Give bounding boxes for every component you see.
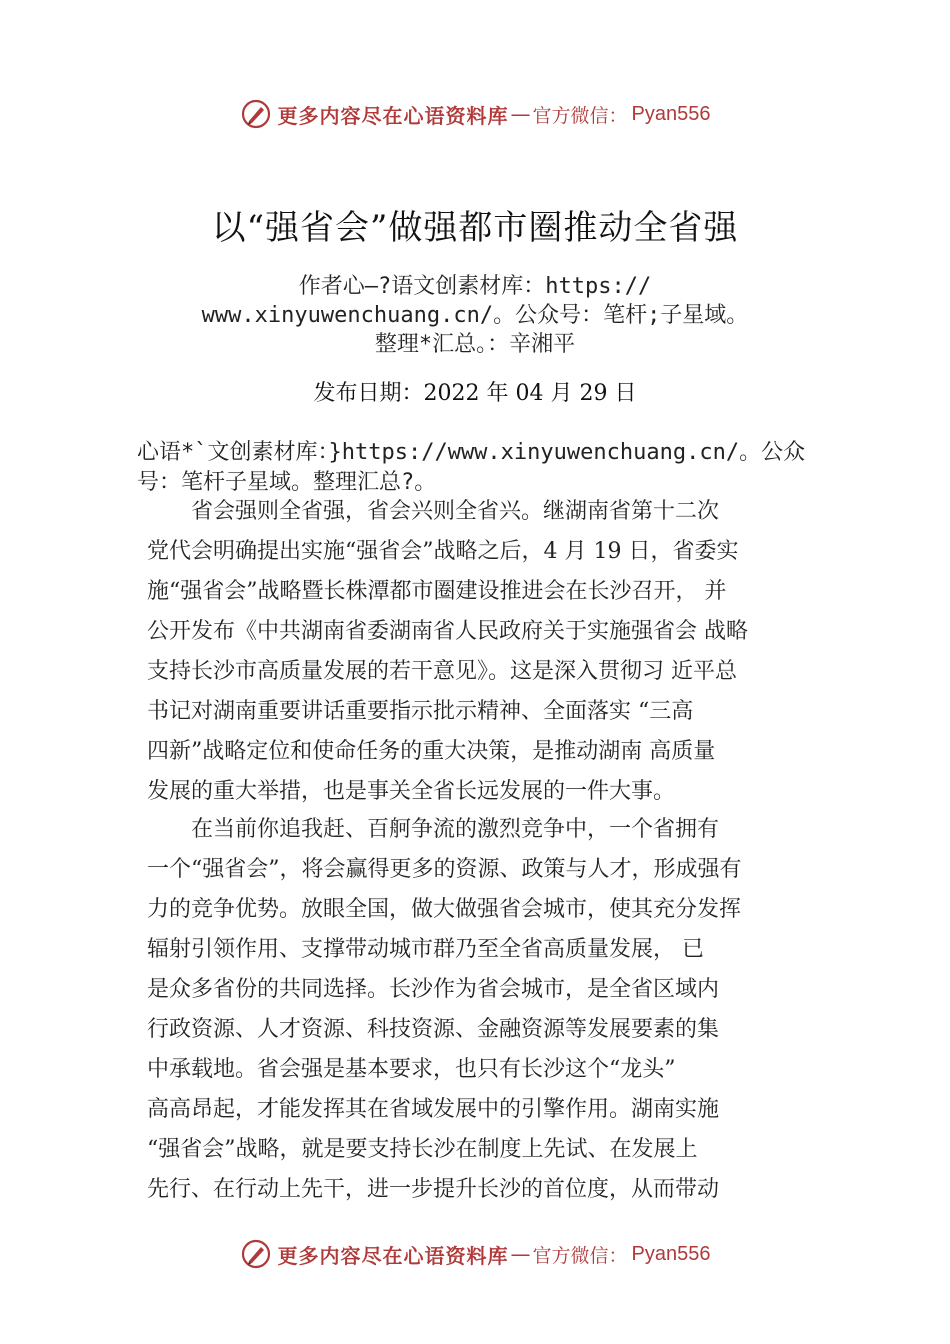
paragraph-1 [147,492,837,812]
paragraph-line: 力的竞争优势。放眼全国，做大做强省会城市，使其充分发挥 [147,897,742,922]
banner-wechat-id: Pyan556 [631,102,711,125]
banner-separator: — [510,1242,531,1266]
paragraph-line: 在当前你追我赶、百舸争流的激烈竞争中，一个省拥有 [147,817,720,842]
paragraph-line: 先行、在行动上先干，进一步提升长沙的首位度，从而带动 [147,1177,720,1202]
paragraph-2 [147,810,837,1210]
author-line: 整理*汇总。：辛湘平 [374,332,576,357]
paragraph-line: 公开发布《中共湖南省委湖南省人民政府关于实施强省会 战略 [147,619,748,644]
paragraph-line: 四新”战略定位和使命任务的重大决策，是推动湖南 高质量 [147,739,716,764]
banner-wechat-label: 官方微信： [532,104,628,127]
header-banner [0,94,950,134]
footer-banner [0,1234,950,1274]
paragraph-line: 支持长沙市高质量发展的若干意见》。这是深入贯彻习 近平总 [147,659,737,684]
paragraph-line: 一个“强省会”，将会赢得更多的资源、政策与人才，形成强有 [147,857,742,882]
paragraph-line: 书记对湖南重要讲话重要指示批示精神、全面落实 “三高 [147,699,694,724]
banner-wechat-label: 官方微信： [532,1244,628,1267]
pen-logo-icon [240,98,272,130]
intro-line: 心语*`文创素材库：}https://www.xinyuwenchuang.cn/。公众 [137,440,806,465]
paragraph-line: “强省会”战略，就是要支持长沙在制度上先试、在发展上 [147,1137,698,1162]
paragraph-line: 党代会明确提出实施“强省会”战略之后，4 月 19 日，省委实 [147,539,739,564]
pen-logo-icon [240,1238,272,1270]
intro-line: 号：笔杆子星域。整理汇总?。 [137,470,437,495]
paragraph-line: 是众多省份的共同选择。长沙作为省会城市，是全省区域内 [147,977,720,1002]
paragraph-line: 中承载地。省会强是基本要求，也只有长沙这个“龙头” [147,1057,676,1082]
banner-text: 更多内容尽在心语资料库 [277,103,509,128]
page-title: 以“强省会”做强都市圈推动全省强 [211,208,739,248]
paragraph-line: 高高昂起，才能发挥其在省域发展中的引擎作用。湖南实施 [147,1097,720,1122]
paragraph-line: 发展的重大举措，也是事关全省长远发展的一件大事。 [147,779,676,804]
banner-text: 更多内容尽在心语资料库 [277,1243,509,1268]
paragraph-line: 省会强则全省强，省会兴则全省兴。继湖南省第十二次 [147,499,720,524]
paragraph-line: 行政资源、人才资源、科技资源、金融资源等发展要素的集 [147,1017,720,1042]
banner-wechat-id: Pyan556 [631,1242,711,1265]
intro-block [137,438,837,498]
author-block [150,272,800,359]
publish-date: 发布日期：2022 年 04 月 29 日 [313,381,637,406]
author-line: www.xinyuwenchuang.cn/。公众号：笔杆;子星域。 [201,303,749,328]
author-line: 作者心—?语文创素材库：https:// [298,274,652,299]
paragraph-line: 辐射引领作用、支撑带动城市群乃至全省高质量发展， 已 [147,937,704,962]
paragraph-line: 施“强省会”战略暨长株潭都市圈建设推进会在长沙召开， 并 [147,579,727,604]
banner-separator: — [510,102,531,126]
